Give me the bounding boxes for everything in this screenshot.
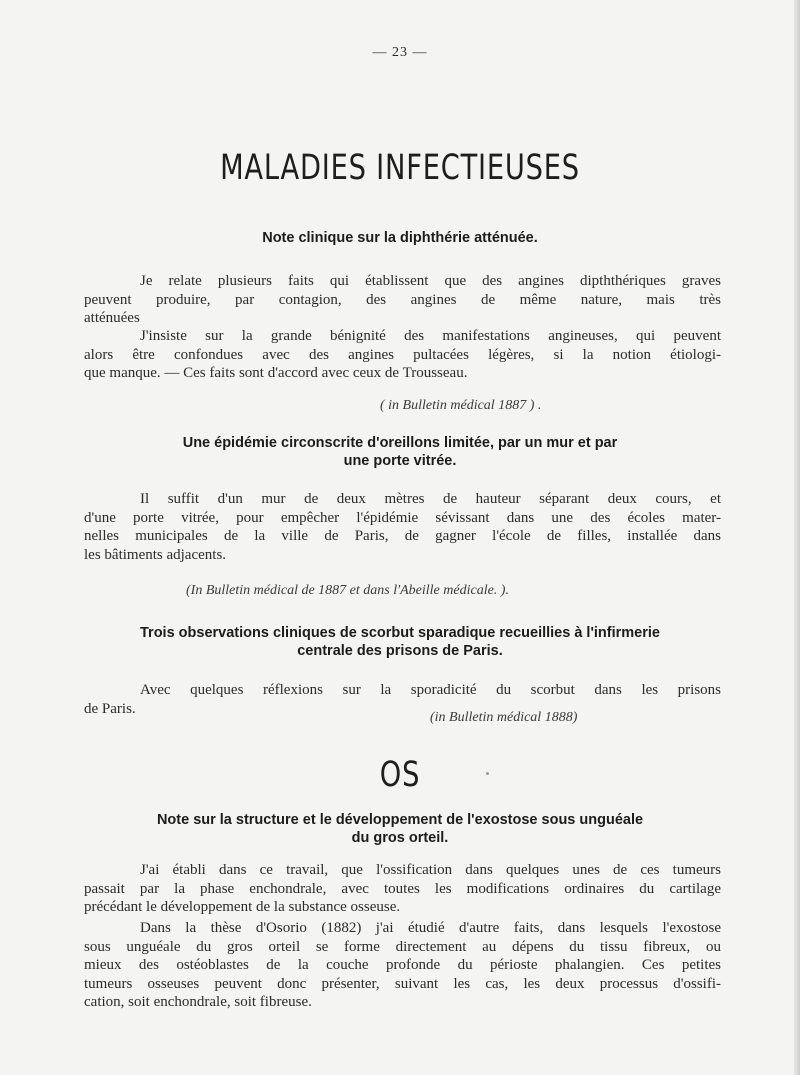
text-line: Dans la thèse d'Osorio (1882) j'ai étudié d'autre faits, dans lesquels l'exostose [140, 920, 721, 936]
text-line: Avec quelques réflexions sur la sporadicité du scorbut dans les prisons [140, 682, 721, 698]
text-line: précédant le développement de la substance osseuse. [84, 899, 401, 915]
text-line: J'insiste sur la grande bénignité des manifestations angineuses, qui peuvent [140, 328, 721, 344]
text-line: d'une porte vitrée, pour empêcher l'épidémie sévissant dans une des écoles mater- [84, 509, 721, 526]
article-heading-mumps-epidemic [60, 434, 740, 470]
heading-line: centrale des prisons de Paris. [297, 643, 503, 659]
print-speck [486, 772, 489, 775]
text-line: les bâtiments adjacents. [84, 546, 227, 563]
heading-line: une porte vitrée. [343, 453, 457, 469]
text-line: sous unguéale du gros orteil se forme directement au dépens du tissu fibreux, ou [84, 938, 721, 955]
text-line: J'ai établi dans ce travail, que l'ossification dans quelques unes de ces tumeurs [140, 862, 721, 878]
text-line: atténuées [84, 310, 140, 326]
article-paragraph [84, 919, 721, 1012]
article-heading-diphtheria: Note clinique sur la diphthérie atténuée. [262, 230, 538, 246]
heading-line: Note sur la structure et le développement de l'exostose sous unguéale [156, 812, 644, 828]
text-line: Je relate plusieurs faits qui établissent que des angines dipththériques graves [140, 273, 721, 289]
text-line: passait par la phase enchondrale, avec toutes les modifications ordinaires du cartilage [84, 880, 721, 897]
text-line: Il suffit d'un mur de deux mètres de hauteur séparant deux cours, et [140, 491, 721, 507]
heading-line: du gros orteil. [351, 830, 449, 846]
text-line: peuvent produire, par contagion, des angines de même nature, mais très [84, 291, 721, 308]
heading-line: Trois observations cliniques de scorbut sparadique recueillies à l'infirmerie [140, 625, 660, 641]
text-line: alors être confondues avec des angines pultacées légères, si la notion étiologi- [84, 346, 721, 363]
text-line: nelles municipales de la ville de Paris, de gagner l'école de filles, installée dans [84, 528, 721, 544]
article-paragraph [84, 327, 721, 383]
heading-line: Une épidémie circonscrite d'oreillons limitée, par un mur et par [182, 435, 618, 451]
page-edge-shadow [794, 0, 800, 1075]
section-title-infectious-diseases: MALADIES INFECTIEUSES [220, 148, 580, 188]
text-line: cation, soit enchondrale, soit fibreuse. [84, 994, 312, 1010]
bibliographic-reference: (in Bulletin médical 1888) [430, 710, 578, 725]
section-title-bone: OS [379, 755, 421, 795]
article-paragraph [84, 681, 721, 718]
article-heading-scurvy-observations [60, 624, 740, 660]
article-paragraph [84, 861, 721, 917]
text-line: de Paris. [84, 700, 136, 717]
page-number: — 23 — [372, 45, 428, 60]
text-line: mieux des ostéoblastes de la couche profonde du périoste phalangien. Ces petites [84, 957, 721, 973]
article-heading-exostosis [60, 811, 740, 847]
bibliographic-reference: (In Bulletin médical de 1887 et dans l'Abeille médicale. ). [186, 583, 509, 598]
text-line: tumeurs osseuses peuvent donc présenter, suivant les cas, les deux processus d'ossifi- [84, 975, 721, 992]
text-line: que manque. — Ces faits sont d'accord avec ceux de Trousseau. [84, 365, 468, 381]
article-paragraph [84, 272, 721, 328]
bibliographic-reference: ( in Bulletin médical 1887 ) . [380, 398, 542, 413]
article-paragraph [84, 490, 721, 564]
